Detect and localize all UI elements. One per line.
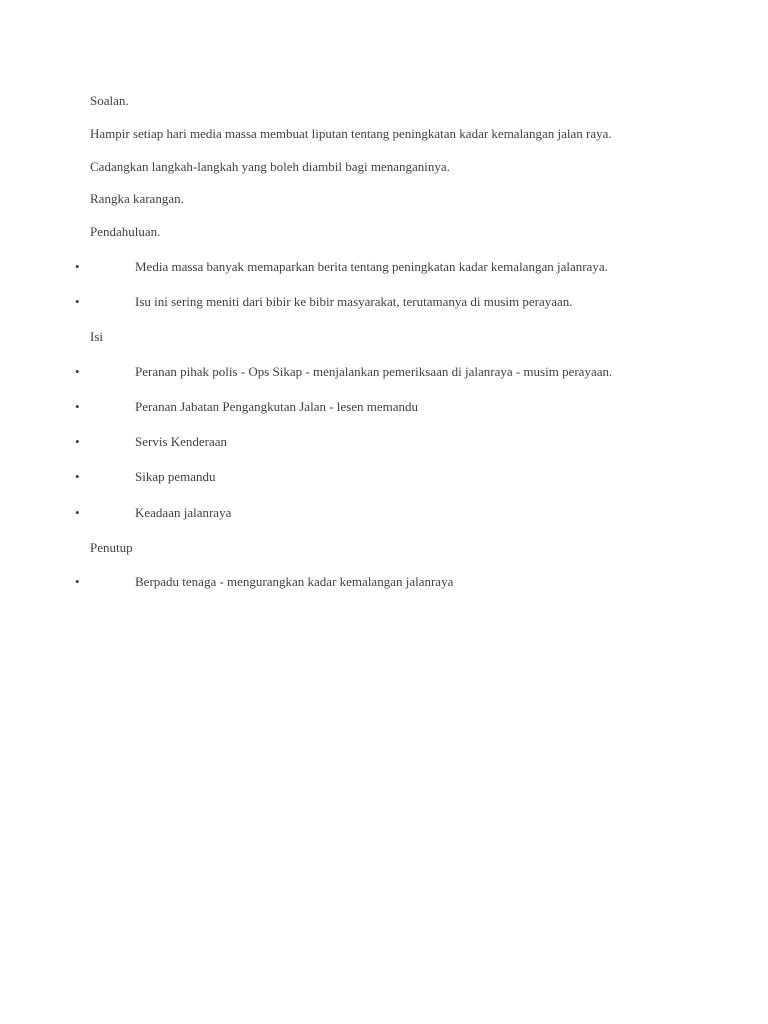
body-item-1: Peranan pihak polis - Ops Sikap - menjalankan pemeriksaan di jalanraya - musim perayaan. bbox=[135, 364, 613, 379]
body-item-2: Peranan Jabatan Pengangkutan Jalan - lesen memandu bbox=[135, 399, 419, 414]
intro-item-1: Media massa banyak memaparkan berita tentang peningkatan kadar kemalangan jalanraya. bbox=[135, 259, 608, 274]
question-line-1: Hampir setiap hari media massa membuat liputan tentang peningkatan kadar kemalangan jalan raya. bbox=[90, 126, 612, 141]
body-item-4: Sikap pemandu bbox=[135, 469, 216, 484]
conclusion-item-1: Berpadu tenaga - mengurangkan kadar kemalangan jalanraya bbox=[135, 574, 454, 589]
question-heading: Soalan. bbox=[90, 93, 129, 108]
bullet-icon: • bbox=[75, 574, 80, 589]
list-item bbox=[0, 399, 768, 415]
bullet-icon: • bbox=[75, 259, 80, 274]
outline-heading: Rangka karangan. bbox=[90, 191, 184, 206]
bullet-icon: • bbox=[75, 399, 80, 414]
body-item-3: Servis Kenderaan bbox=[135, 434, 228, 449]
body-heading: Isi bbox=[90, 329, 103, 344]
bullet-icon: • bbox=[75, 505, 80, 520]
list-item bbox=[0, 574, 768, 590]
question-line-2: Cadangkan langkah-langkah yang boleh diambil bagi menanganinya. bbox=[90, 159, 450, 174]
bullet-icon: • bbox=[75, 469, 80, 484]
intro-heading: Pendahuluan. bbox=[90, 224, 161, 239]
body-item-5: Keadaan jalanraya bbox=[135, 505, 232, 520]
list-item bbox=[0, 259, 768, 275]
list-item bbox=[0, 505, 768, 521]
bullet-icon: • bbox=[75, 434, 80, 449]
bullet-icon: • bbox=[75, 294, 80, 309]
bullet-icon: • bbox=[75, 364, 80, 379]
conclusion-heading: Penutup bbox=[90, 540, 133, 555]
list-item bbox=[0, 294, 768, 310]
intro-item-2: Isu ini sering meniti dari bibir ke bibir masyarakat, terutamanya di musim perayaan. bbox=[135, 294, 573, 309]
list-item bbox=[0, 434, 768, 450]
list-item bbox=[0, 364, 768, 380]
list-item bbox=[0, 469, 768, 485]
